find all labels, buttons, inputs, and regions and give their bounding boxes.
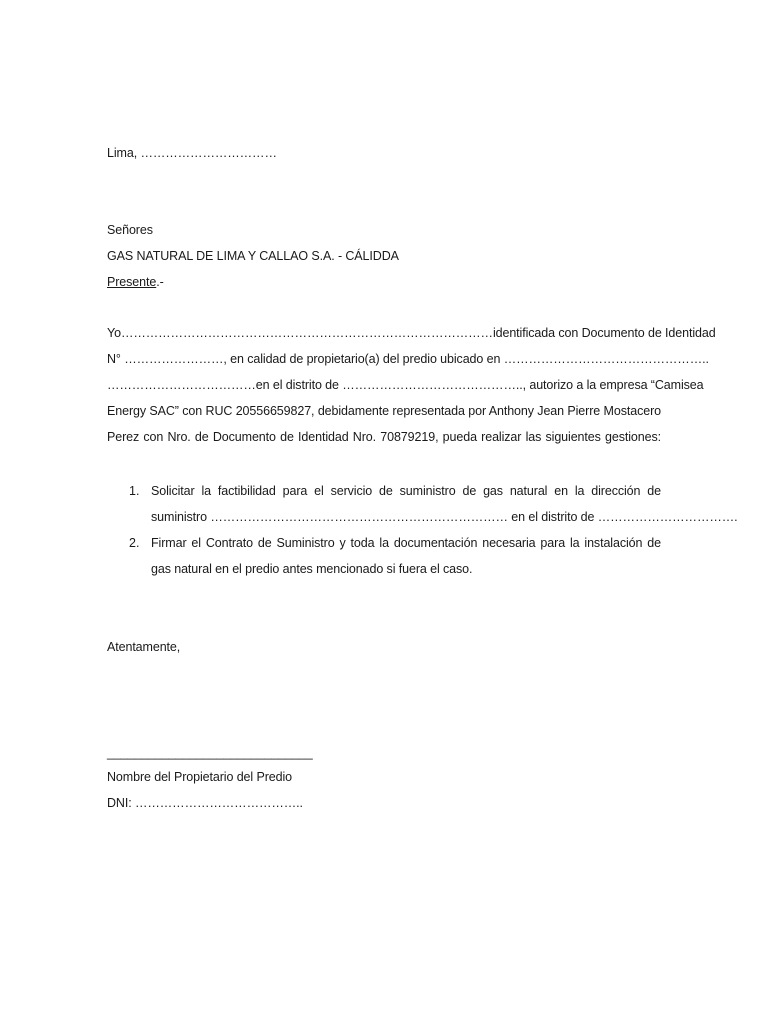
signature-line: ______________________________ [107,746,313,760]
signature-name-label: Nombre del Propietario del Predio [107,770,292,784]
recipient-company: GAS NATURAL DE LIMA Y CALLAO S.A. - CÁLIDDA [107,249,399,263]
presente-line [107,274,164,290]
presente-word: Presente [107,275,157,289]
body-line-1: Yo………………………………………………………………………………identificada con Documento de Identidad [107,326,716,340]
list-item-1-line-2: suministro ……………………………………………………………… en el distrito de ……………………………. [151,510,738,524]
list-item-number-1: 1. [129,484,140,498]
list-item-2-line-1: Firmar el Contrato de Suministro y toda la documentación necesaria para la instalación de [151,536,661,550]
list-item-number-2: 2. [129,536,140,550]
body-line-4: Energy SAC” con RUC 20556659827, debidamente representada por Anthony Jean Pierre Mostacero [107,404,661,418]
salutation: Señores [107,223,153,237]
body-line-3: ………………………………en el distrito de …………………………………….., autorizo a la empresa “Camisea [107,378,704,392]
place-date-line: Lima, …………………………… [107,146,277,160]
body-line-2: N° ……………………, en calidad de propietario(a) del predio ubicado en ………………………………………….. [107,352,709,366]
list-item-2-line-2: gas natural en el predio antes mencionado si fuera el caso. [151,562,473,576]
list-item-1-line-1: Solicitar la factibilidad para el servicio de suministro de gas natural en la dirección de [151,484,661,498]
body-line-5: Perez con Nro. de Documento de Identidad Nro. 70879219, pueda realizar las siguientes gestiones: [107,430,661,444]
closing: Atentamente, [107,640,181,654]
presente-suffix: .- [156,275,164,289]
signature-dni-label: DNI: ………………………………….. [107,796,303,810]
